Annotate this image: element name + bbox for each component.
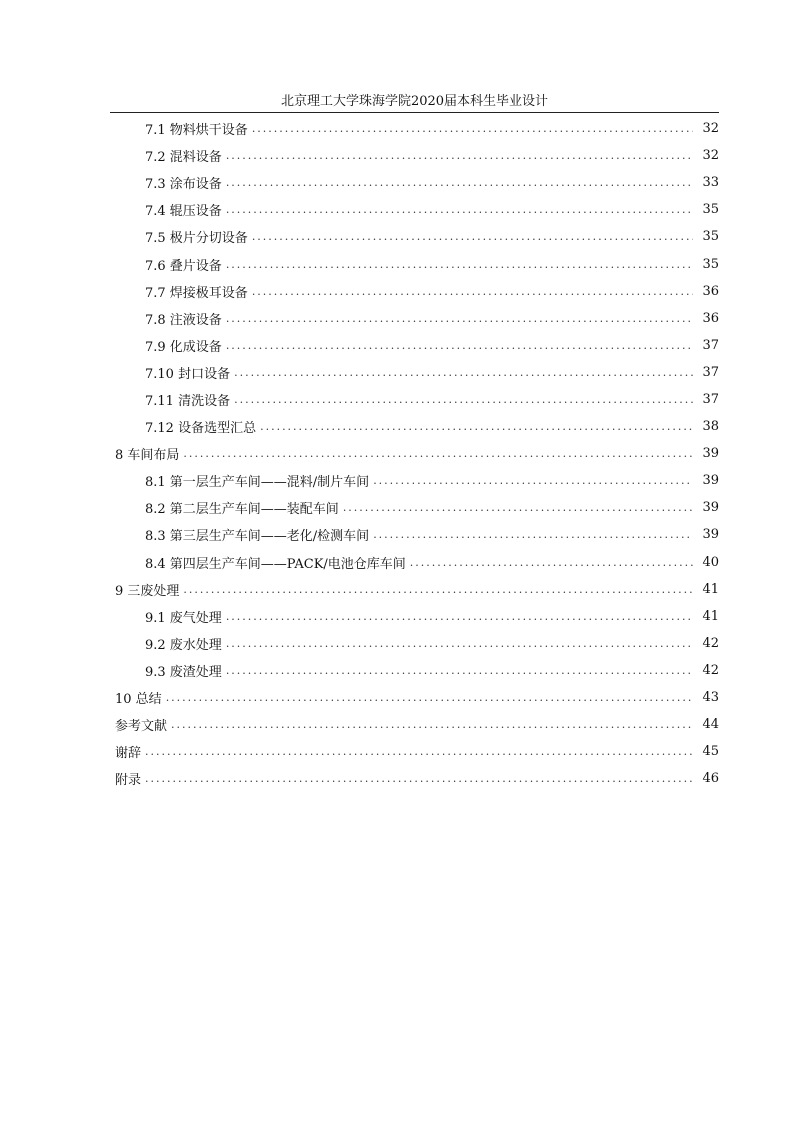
toc-entry-title: 10 总结 bbox=[115, 692, 162, 708]
toc-entry[interactable] bbox=[110, 115, 719, 142]
toc-entry-title: 7.5 极片分切设备 bbox=[145, 231, 248, 247]
toc-entry[interactable] bbox=[110, 142, 719, 169]
toc-leader-dots bbox=[145, 745, 693, 758]
toc-leader-dots bbox=[166, 691, 693, 704]
toc-entry[interactable] bbox=[110, 250, 719, 277]
toc-entry[interactable] bbox=[110, 738, 719, 765]
toc-entry-page: 39 bbox=[702, 473, 719, 489]
toc-leader-dots bbox=[226, 610, 693, 623]
toc-entry-page: 37 bbox=[702, 337, 719, 353]
toc-entry[interactable] bbox=[110, 684, 719, 711]
toc-entry-page: 37 bbox=[702, 364, 719, 380]
toc-entry-title: 8.2 第二层生产车间——装配车间 bbox=[145, 502, 339, 518]
toc-entry-title: 7.8 注液设备 bbox=[145, 312, 222, 328]
toc-leader-dots bbox=[226, 637, 693, 650]
toc-entry-title: 谢辞 bbox=[115, 746, 142, 762]
toc-entry[interactable] bbox=[110, 467, 719, 494]
toc-entry-title: 7.7 焊接极耳设备 bbox=[145, 285, 248, 301]
toc-leader-dots bbox=[145, 772, 693, 785]
toc-entry[interactable] bbox=[110, 332, 719, 359]
toc-leader-dots bbox=[226, 149, 693, 162]
toc-entry-page: 39 bbox=[702, 500, 719, 516]
toc-entry[interactable] bbox=[110, 576, 719, 603]
toc-entry-title: 9.2 废水处理 bbox=[145, 637, 222, 653]
toc-entry-title: 7.2 混料设备 bbox=[145, 150, 222, 166]
toc-leader-dots bbox=[410, 556, 693, 569]
toc-entry-page: 35 bbox=[702, 229, 719, 245]
toc-leader-dots bbox=[252, 285, 693, 298]
toc-leader-dots bbox=[252, 122, 693, 135]
toc-entry-page: 43 bbox=[702, 690, 719, 706]
toc-entry[interactable] bbox=[110, 549, 719, 576]
toc-entry-page: 35 bbox=[702, 202, 719, 218]
toc-entry[interactable] bbox=[110, 521, 719, 548]
toc-leader-dots bbox=[260, 420, 693, 433]
page-header: 北京理工大学珠海学院2020届本科生毕业设计 bbox=[110, 92, 719, 113]
toc-entry-title: 8.4 第四层生产车间——PACK/电池仓库车间 bbox=[145, 556, 406, 572]
toc-leader-dots bbox=[373, 474, 693, 487]
toc-entry-title: 附录 bbox=[115, 773, 142, 789]
toc-entry[interactable] bbox=[110, 359, 719, 386]
toc-entry-page: 32 bbox=[702, 121, 719, 137]
toc-entry-title: 7.4 辊压设备 bbox=[145, 204, 222, 220]
toc-entry[interactable] bbox=[110, 278, 719, 305]
toc-entry-page: 40 bbox=[702, 554, 719, 570]
toc-entry-title: 8.3 第三层生产车间——老化/检测车间 bbox=[145, 529, 370, 545]
toc-entry[interactable] bbox=[110, 630, 719, 657]
toc-entry-page: 38 bbox=[702, 419, 719, 435]
toc-entry-title: 8 车间布局 bbox=[115, 448, 180, 464]
toc-entry-title: 7.10 封口设备 bbox=[145, 366, 231, 382]
toc-leader-dots bbox=[234, 393, 693, 406]
toc-entry-title: 9.1 废气处理 bbox=[145, 610, 222, 626]
toc-entry[interactable] bbox=[110, 657, 719, 684]
toc-entry-title: 9.3 废渣处理 bbox=[145, 664, 222, 680]
toc-entry-page: 41 bbox=[702, 608, 719, 624]
toc-leader-dots bbox=[226, 339, 693, 352]
toc-entry-page: 44 bbox=[702, 717, 719, 733]
toc-entry[interactable] bbox=[110, 440, 719, 467]
toc-entry[interactable] bbox=[110, 305, 719, 332]
toc-entry-page: 35 bbox=[702, 256, 719, 272]
toc-entry[interactable] bbox=[110, 494, 719, 521]
toc-leader-dots bbox=[373, 528, 693, 541]
toc-leader-dots bbox=[226, 664, 693, 677]
toc-entry-page: 45 bbox=[702, 744, 719, 760]
toc-entry-page: 39 bbox=[702, 446, 719, 462]
toc-entry-page: 42 bbox=[702, 635, 719, 651]
toc-entry[interactable] bbox=[110, 711, 719, 738]
toc-entry-page: 41 bbox=[702, 581, 719, 597]
toc-entry-title: 7.9 化成设备 bbox=[145, 339, 222, 355]
toc-entry-page: 36 bbox=[702, 310, 719, 326]
toc-leader-dots bbox=[226, 203, 693, 216]
toc-entry[interactable] bbox=[110, 196, 719, 223]
toc-entry-page: 32 bbox=[702, 148, 719, 164]
toc-entry-title: 7.6 叠片设备 bbox=[145, 258, 222, 274]
toc-entry-title: 7.1 物料烘干设备 bbox=[145, 123, 248, 139]
toc-leader-dots bbox=[226, 258, 693, 271]
toc-entry-page: 36 bbox=[702, 283, 719, 299]
toc-entry[interactable] bbox=[110, 386, 719, 413]
toc-entry-title: 7.12 设备选型汇总 bbox=[145, 421, 257, 437]
toc-leader-dots bbox=[226, 176, 693, 189]
toc-leader-dots bbox=[171, 718, 693, 731]
toc-entry[interactable] bbox=[110, 223, 719, 250]
toc-entry[interactable] bbox=[110, 413, 719, 440]
toc-entry-page: 42 bbox=[702, 662, 719, 678]
toc-entry-title: 参考文献 bbox=[115, 719, 168, 735]
toc-entry-page: 46 bbox=[702, 771, 719, 787]
toc-entry-title: 7.11 清洗设备 bbox=[145, 393, 231, 409]
toc-leader-dots bbox=[252, 230, 693, 243]
toc-entry-page: 33 bbox=[702, 175, 719, 191]
toc-entry[interactable] bbox=[110, 603, 719, 630]
toc-leader-dots bbox=[183, 447, 693, 460]
toc-entry-page: 37 bbox=[702, 391, 719, 407]
toc-entry-title: 8.1 第一层生产车间——混料/制片车间 bbox=[145, 475, 370, 491]
toc-entry[interactable] bbox=[110, 765, 719, 792]
toc-entry-title: 7.3 涂布设备 bbox=[145, 177, 222, 193]
toc-leader-dots bbox=[343, 501, 693, 514]
toc-entry-page: 39 bbox=[702, 527, 719, 543]
toc-leader-dots bbox=[234, 366, 693, 379]
toc-leader-dots bbox=[183, 583, 693, 596]
toc-entry-title: 9 三废处理 bbox=[115, 583, 180, 599]
toc-leader-dots bbox=[226, 312, 693, 325]
table-of-contents bbox=[110, 115, 719, 792]
toc-entry[interactable] bbox=[110, 169, 719, 196]
